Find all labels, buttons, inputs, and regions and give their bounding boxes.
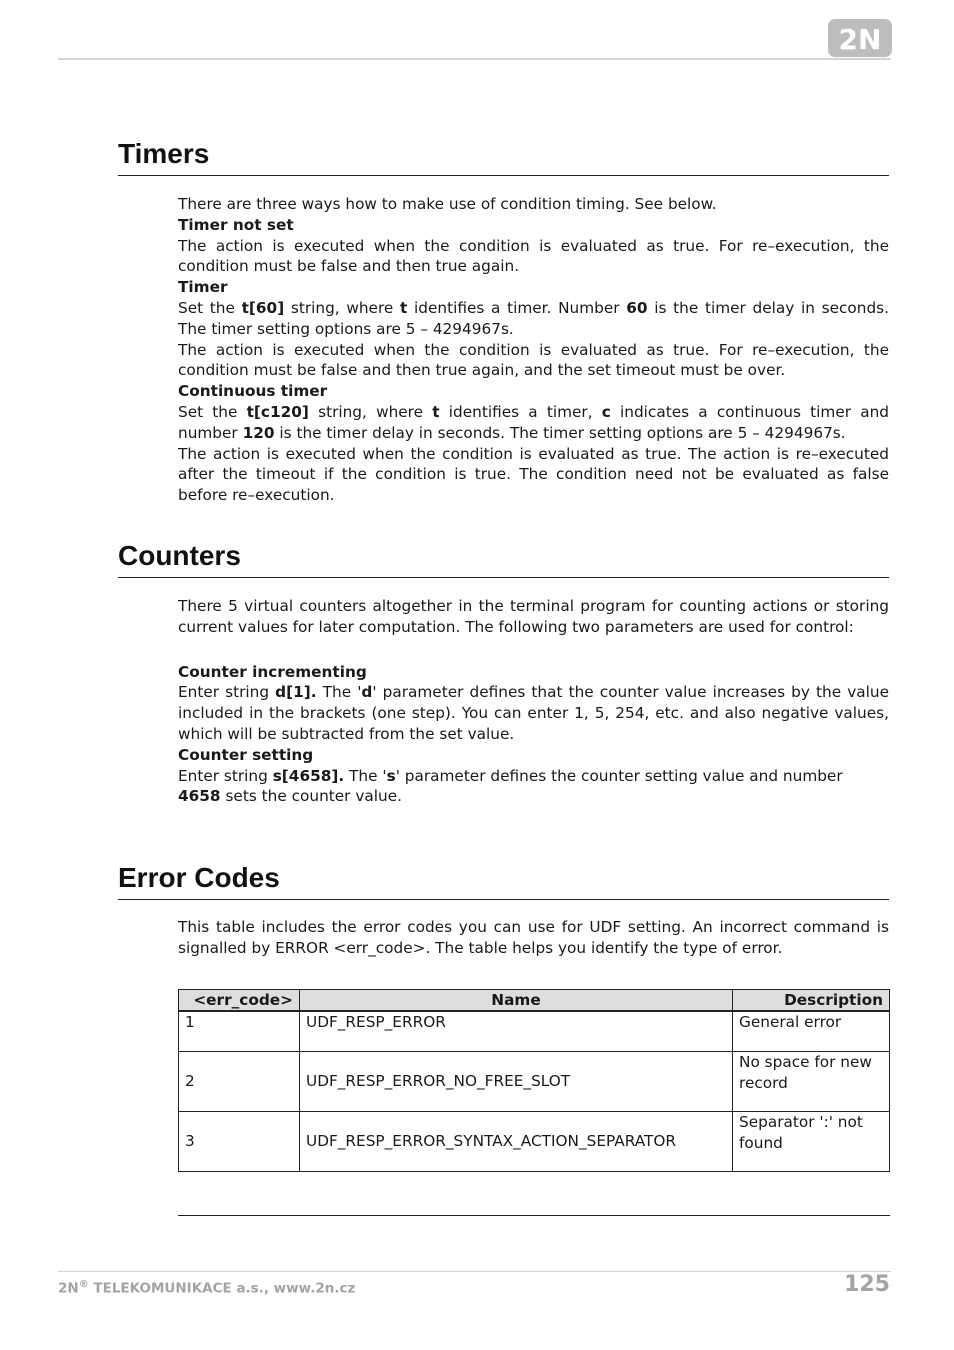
company-logo: [828, 19, 892, 57]
heading-timer-not-set: Timer not set: [178, 215, 294, 234]
timer-paragraph-1: Set the t[60] string, where t identifies a timer. Number 60 is the timer delay in seconds. The timer setting options are 5 – 4294967s.: [178, 298, 890, 338]
cell-description: No space for new record: [733, 1052, 890, 1112]
cell-name: UDF_RESP_ERROR_NO_FREE_SLOT: [300, 1052, 733, 1112]
registered-mark: ®: [78, 1279, 89, 1290]
table-row: [179, 1112, 890, 1172]
header-divider: [58, 58, 891, 60]
cell-name: UDF_RESP_ERROR: [300, 1011, 733, 1052]
section-title-counters: Counters: [118, 538, 889, 578]
cell-description: General error: [733, 1011, 890, 1052]
column-header-name: Name: [300, 990, 733, 1012]
table-header-row: [179, 990, 890, 1012]
counter-setting-paragraph: Enter string s[4658]. The 's' parameter defines the counter setting value and number 4658 sets the counter value.: [178, 766, 843, 806]
table-row: [179, 1011, 890, 1052]
section-title-timers: Timers: [118, 136, 889, 176]
cell-err-code: 3: [179, 1112, 300, 1172]
cell-err-code: 1: [179, 1011, 300, 1052]
counters-section-body: [178, 596, 889, 807]
content-end-divider: [178, 1215, 890, 1216]
error-codes-intro: This table includes the error codes you can use for UDF setting. An incorrect command is signalled by ERROR <err_code>. The table helps you identify the type of error.: [178, 918, 889, 957]
counter-incrementing-paragraph: Enter string d[1]. The 'd' parameter defines that the counter value increases by the value included in the brackets (one step). You can enter 1, 5, 254, etc. and also negative values, which will be subtracted from the set value.: [178, 683, 889, 743]
continuous-timer-paragraph-2: The action is executed when the condition is evaluated as true. The action is re–executed after the timeout if the condition is true. The condition need not be evaluated as false before re–execution.: [178, 444, 889, 505]
footer-divider: [58, 1271, 891, 1272]
table-row: [179, 1052, 890, 1112]
footer-company: 2N® TELEKOMUNIKACE a.s., www.2n.cz: [58, 1279, 356, 1297]
cell-name: UDF_RESP_ERROR_SYNTAX_ACTION_SEPARATOR: [300, 1112, 733, 1172]
timers-section-body: [178, 194, 889, 506]
column-header-err-code: <err_code>: [179, 990, 300, 1012]
timer-paragraph-2: The action is executed when the condition is evaluated as true. For re–execution, the condition must be false and then true again, and the set timeout must be over.: [178, 340, 889, 380]
error-codes-table: [178, 989, 890, 1172]
column-header-description: Description: [733, 990, 890, 1012]
heading-timer: Timer: [178, 278, 228, 297]
continuous-timer-paragraph-1: Set the t[c120] string, where t identifies a timer, c indicates a continuous timer and number 120 is the timer delay in seconds. The timer setting options are 5 – 4294967s.: [178, 402, 889, 442]
heading-continuous-timer: Continuous timer: [178, 382, 328, 401]
cell-description: Separator ':' not found: [733, 1112, 890, 1172]
heading-counter-setting: Counter setting: [178, 745, 314, 764]
section-title-error-codes: Error Codes: [118, 860, 889, 900]
page-number: 125: [844, 1272, 890, 1297]
logo-text: 2N: [838, 23, 882, 56]
error-codes-section-body: [178, 917, 889, 959]
heading-counter-incrementing: Counter incrementing: [178, 662, 367, 681]
timer-not-set-text: The action is executed when the condition is evaluated as true. For re–execution, the condition must be false and then true again.: [178, 236, 889, 276]
timers-intro: There are three ways how to make use of condition timing. See below.: [178, 195, 717, 213]
counters-intro: There 5 virtual counters altogether in the terminal program for counting actions or storing current values for later computation. The following two parameters are used for control:: [178, 597, 889, 636]
cell-err-code: 2: [179, 1052, 300, 1112]
